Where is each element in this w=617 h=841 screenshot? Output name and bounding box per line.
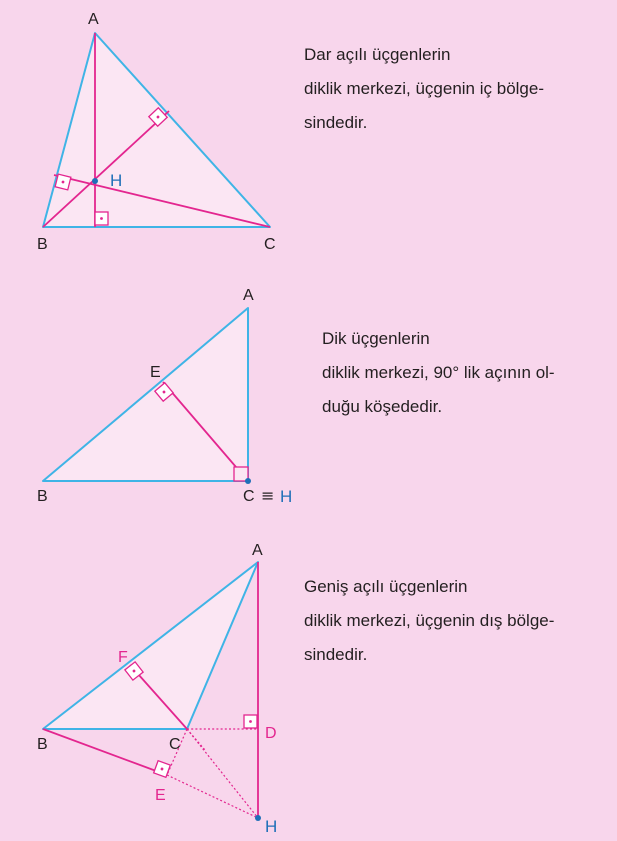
acute-triangle bbox=[43, 33, 270, 227]
vertex-label-a: A bbox=[243, 287, 254, 304]
obtuse-description bbox=[304, 570, 554, 672]
altitude-from-b bbox=[43, 729, 167, 775]
description-line: diklik merkezi, üçgenin iç bölge- bbox=[304, 79, 544, 98]
foot-label-e: E bbox=[150, 364, 161, 381]
vertex-label-a: A bbox=[252, 542, 263, 559]
foot-label-e: E bbox=[155, 787, 166, 804]
vertex-label-a: A bbox=[88, 11, 99, 28]
description-line: sindedir. bbox=[304, 113, 368, 132]
orthocenter-label-h: H bbox=[265, 817, 278, 836]
vertex-label-b: B bbox=[37, 736, 48, 753]
obtuse-triangle-figure bbox=[37, 542, 277, 836]
vertex-label-c: C bbox=[264, 236, 276, 253]
vertex-label-c: C bbox=[169, 736, 181, 753]
description-line: diklik merkezi, üçgenin dış bölge- bbox=[304, 611, 555, 630]
right-angle-marker bbox=[55, 174, 71, 190]
vertex-label-c: C bbox=[243, 488, 255, 505]
foot-label-d: D bbox=[265, 725, 277, 742]
vertex-label-b: B bbox=[37, 488, 48, 505]
orthocenter-label-h: H bbox=[110, 171, 123, 190]
right-description bbox=[322, 322, 555, 424]
orthocenter-point bbox=[92, 178, 98, 184]
description-line: diklik merkezi, 90° lik açının ol- bbox=[322, 363, 555, 382]
orthocenter-label-h: H bbox=[280, 487, 293, 506]
acute-triangle-figure bbox=[37, 11, 276, 253]
extension-eh bbox=[167, 775, 258, 818]
vertex-label-b: B bbox=[37, 236, 48, 253]
congruent-symbol: ≡ bbox=[261, 486, 275, 505]
right-angle-marker bbox=[244, 715, 257, 728]
description-line: sindedir. bbox=[304, 645, 368, 664]
description-line: duğu köşededir. bbox=[322, 397, 443, 416]
obtuse-triangle bbox=[43, 562, 258, 729]
extension-fh bbox=[187, 729, 205, 750]
acute-description bbox=[304, 38, 544, 140]
extension-ch bbox=[187, 729, 258, 818]
right-triangle bbox=[43, 308, 248, 481]
orthocenter-point bbox=[255, 815, 261, 821]
right-triangle-figure bbox=[37, 287, 292, 506]
description-line: Dik üçgenlerin bbox=[322, 329, 430, 348]
description-line: Geniş açılı üçgenlerin bbox=[304, 577, 468, 596]
description-line: Dar açılı üçgenlerin bbox=[304, 45, 451, 64]
orthocenter-point bbox=[245, 478, 251, 484]
foot-label-f: F bbox=[118, 649, 128, 666]
right-angle-marker bbox=[95, 212, 108, 225]
